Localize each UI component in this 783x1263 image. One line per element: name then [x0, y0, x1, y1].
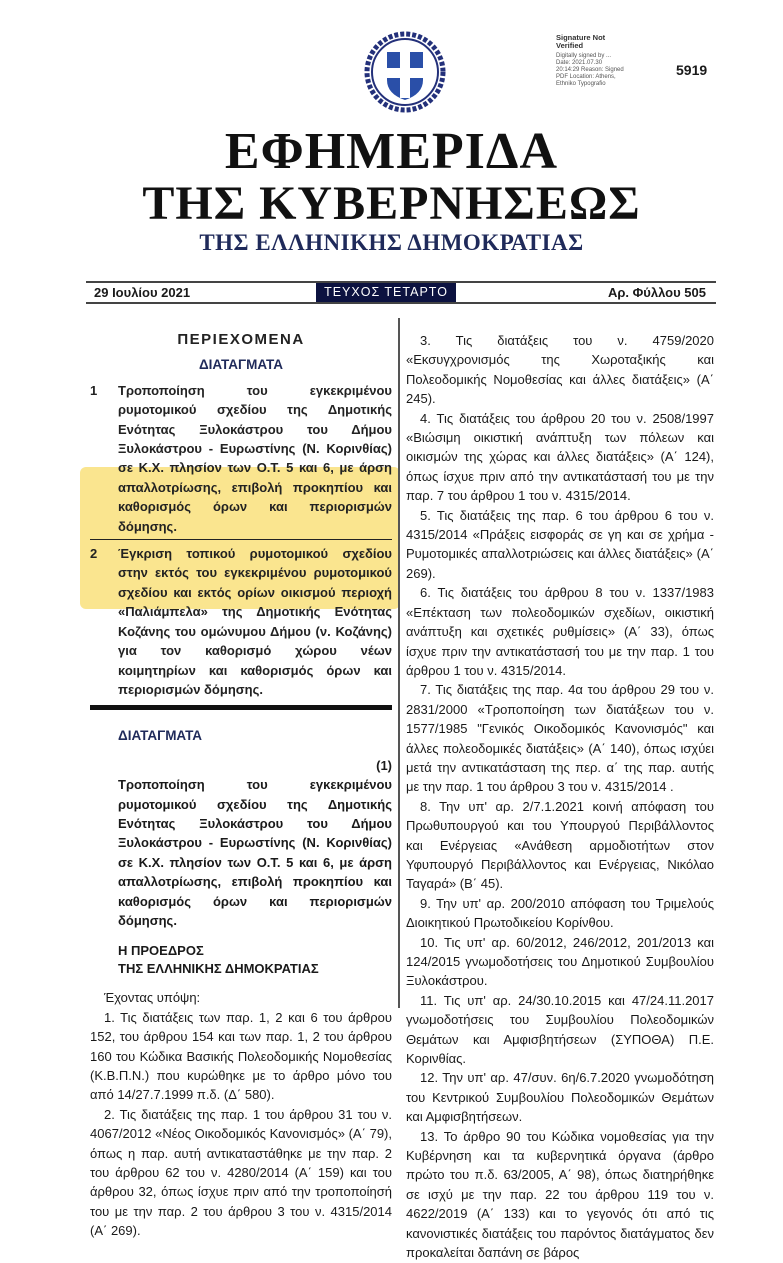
contents-item-number: 2 [90, 546, 98, 562]
gazette-title-line1: ΕΦΗΜΕΡΙΔΑ [224, 123, 559, 180]
paragraph: 10. Τις υπ' αρ. 60/2012, 246/2012, 201/2013 και 124/2015 γνωμοδοτήσεις του Δημοτικού Συμβουλίου Ξυλοκάστρου. [406, 934, 714, 989]
paragraph: 9. Την υπ' αρ. 200/2010 απόφαση του Τριμελούς Διοικητικού Πρωτοδικείου Κορίνθου. [406, 895, 714, 931]
having-regard: Έχοντας υπόψη: [104, 990, 201, 1006]
contents-heading: ΠΕΡΙΕΧΟΜΕΝΑ [177, 331, 305, 348]
issue-info-bar [86, 281, 716, 304]
greek-coat-of-arms-emblem [363, 30, 447, 114]
decree-number: (1) [376, 757, 392, 773]
paragraph: 13. Το άρθρο 90 του Κώδικα νομοθεσίας για την Κυβέρνηση και τα κυβερνητικά όργανα (άρθρο πρώτο του π.δ. 63/2005, Α΄ 98), όπως διατηρήθηκε σε ισχύ με την παρ. 22 του άρθρου 119 του ν. 4622/2019 (Α΄ 133) και το γεγονός ότι από τις κανονιστικές διατάξεις του παρόντος διατάγματος δεν προκαλείται δαπάνη σε βάρος [406, 1128, 714, 1261]
paragraph: 7. Τις διατάξεις της παρ. 4α του άρθρου 29 του ν. 2831/2000 «Τροποποίηση των διατάξεων του ν. 1577/1985 "Γενικός Οικοδομικός Κανονισμός" και άλλες πολεοδομικές διατάξεις» (Α΄ 140), όπως ισχύει μετά την αντικατάσταση της περ. α΄ της παρ. αυτής με την παρ. 1 του άρθρου 3 του ν. 4315/2014 . [406, 682, 714, 795]
decree-title: Τροποποίηση του εγκεκριμένου ρυμοτομικού σχεδίου της Δημοτικής Ενότητας Ξυλοκάστρου του Δήμου Ξυλοκάστρου - Ευρωστίνης (Ν. Κορινθίας) σε Κ.Χ. πλησίον των Ο.Τ. 5 και 6, με άρση απαλλοτρίωσης, επιβολή προκηπίου και καθορισμός όρων και περιορισμών δόμησης. [118, 777, 392, 928]
paragraph: 5. Τις διατάξεις της παρ. 6 του άρθρου 6 του ν. 4315/2014 «Πράξεις εισφοράς σε γη και σε χρήμα - Ρυμοτομικές απαλλοτριώσεις και άλλες διατάξεις» (Α΄ 269). [406, 507, 714, 581]
issue-volume: ΤΕΥΧΟΣ ΤΕΤΑΡΤΟ [316, 283, 456, 302]
paragraph: 3. Τις διατάξεις του ν. 4759/2020 «Εκσυγχρονισμός της Χωροταξικής και Πολεοδομικής Νομοθεσίας και άλλες διατάξεις» (Α΄ 245). [406, 333, 714, 407]
paragraph: 6. Τις διατάξεις του άρθρου 8 του ν. 1337/1983 «Επέκταση των πολεοδομικών σχεδίων, οικιστική ανάπτυξη και σχετικές ρυθμίσεις» (Α΄ 33), όπως ίσχυε πριν την αντικατάστασή του με την παρ. 1 του άρθρου 1 του ν. 4315/2014. [406, 585, 714, 678]
paragraph: 4. Τις διατάξεις του άρθρου 20 του ν. 2508/1997 «Βιώσιμη οικιστική ανάπτυξη των πόλεων και οικισμών της χώρας και άλλες διατάξεις» (Α΄ 124), όπως ίσχυε πριν από την αντικατάστασή του με την παρ. 7 του άρθρου 1 του ν. 4315/2014. [406, 410, 714, 504]
gazette-title-line2: ΤΗΣ ΚΥΒΕΡΝΗΣΕΩΣ [142, 177, 641, 230]
president-line1: Η ΠΡΟΕΔΡΟΣ [118, 943, 204, 959]
contents-item-text: Τροποποίηση του εγκεκριμένου ρυμοτομικού σχεδίου της Δημοτικής Ενότητας Ξυλοκάστρου του Δήμου Ξυλοκάστρου - Ευρωστίνης (Ν. Κορινθίας) σε Κ.Χ. πλησίον των Ο.Τ. 5 και 6, με άρση απαλλοτρίωσης, επιβολή προκηπίου και καθορισμός όρων και περιορισμών δόμησης. [118, 382, 392, 534]
contents-subheading: ΔΙΑΤΑΓΜΑΤΑ [198, 357, 284, 373]
paragraph: 8. Την υπ' αρ. 2/7.1.2021 κοινή απόφαση του Πρωθυπουργού και του Υπουργού Περιβάλλοντος και Ενέργειας «Ανάθεση αρμοδιοτήτων στον Υφυπουργό Περιβάλλοντος και Ενέργειας, Νικόλαο Ταγαρά» (Β΄ 45). [406, 798, 714, 892]
contents-item-text: Έγκριση τοπικού ρυμοτομικού σχεδίου στην εκτός του εγκεκριμένου ρυμοτομικού σχεδίου και εκτός ορίων οικισμού περιοχή «Παλιάμπελα» της Δημοτικής Ενότητας Κοζάνης του ομώνυμου Δήμου (ν. Κοζάνης) για τον καθορισμό χώρου νέων κοιμητηρίων και καθορισμός όρων και περιορισμών δόμησης. [118, 546, 392, 697]
left-column [90, 330, 392, 1241]
digital-signature-stamp [556, 34, 626, 88]
issue-date: 29 Ιουλίου 2021 [94, 285, 191, 300]
paragraph: 11. Τις υπ' αρ. 24/30.10.2015 και 47/24.11.2017 γνωμοδοτήσεις του Συμβουλίου Πολεοδομικών Θεμάτων και Αμφισβητήσεων (ΣΥΠΟΘΑ) Π.Ε. Κορινθίας. [406, 992, 714, 1067]
contents-item [90, 381, 392, 540]
signature-title: Signature Not Verified [556, 33, 606, 50]
signature-details: Digitally signed by ... Date: 2021.07.30 20:14:29 Reason: Signed PDF Location: Athens, Ethniko Typografio [556, 53, 624, 87]
president-heading [118, 942, 392, 978]
paragraph: 2. Τις διατάξεις της παρ. 1 του άρθρου 31 του ν. 4067/2012 «Νέος Οικοδομικός Κανονισμός» (Α΄ 79), όπως η παρ. αυτή αντικαταστάθηκε με την παρ. 2 του άρθρου 62 του ν. 4280/2014 (Α΄ 159) και του άρθρου 32, όπως ίσχυε πριν από την τροποποίησή του με την παρ. 2 του άρθρου 3 του ν. 4315/2014 (Α΄ 269). [90, 1106, 392, 1239]
page-number: 5919 [676, 62, 708, 78]
right-column [406, 331, 714, 1263]
gazette-subtitle: ΤΗΣ ΕΛΛΗΝΙΚΗΣ ΔΗΜΟΚΡΑΤΙΑΣ [199, 230, 584, 255]
contents-item-number: 1 [90, 382, 98, 398]
president-line2: ΤΗΣ ΕΛΛΗΝΙΚΗΣ ΔΗΜΟΚΡΑΤΙΑΣ [118, 961, 319, 977]
contents-item [90, 540, 392, 710]
column-divider [398, 318, 400, 1008]
paragraph: 12. Την υπ' αρ. 47/συν. 6η/6.7.2020 γνωμοδότηση του Κεντρικού Συμβουλίου Πολεοδομικών Θεμάτων και Αμφισβητήσεων. [406, 1070, 714, 1125]
decree-heading: ΔΙΑΤΑΓΜΑΤΑ [118, 728, 203, 744]
sheet-number: Αρ. Φύλλου 505 [607, 285, 706, 300]
paragraph: 1. Τις διατάξεις των παρ. 1, 2 και 6 του άρθρου 152, του άρθρου 154 και των παρ. 1, 2 του άρθρου 160 του Κώδικα Βασικής Πολεοδομικής Νομοθεσίας (Κ.Β.Π.Ν.) που κυρώθηκε με το άρθρο μόνο του από 14/27.7.1999 π.δ. (Δ΄ 580). [90, 1009, 392, 1103]
